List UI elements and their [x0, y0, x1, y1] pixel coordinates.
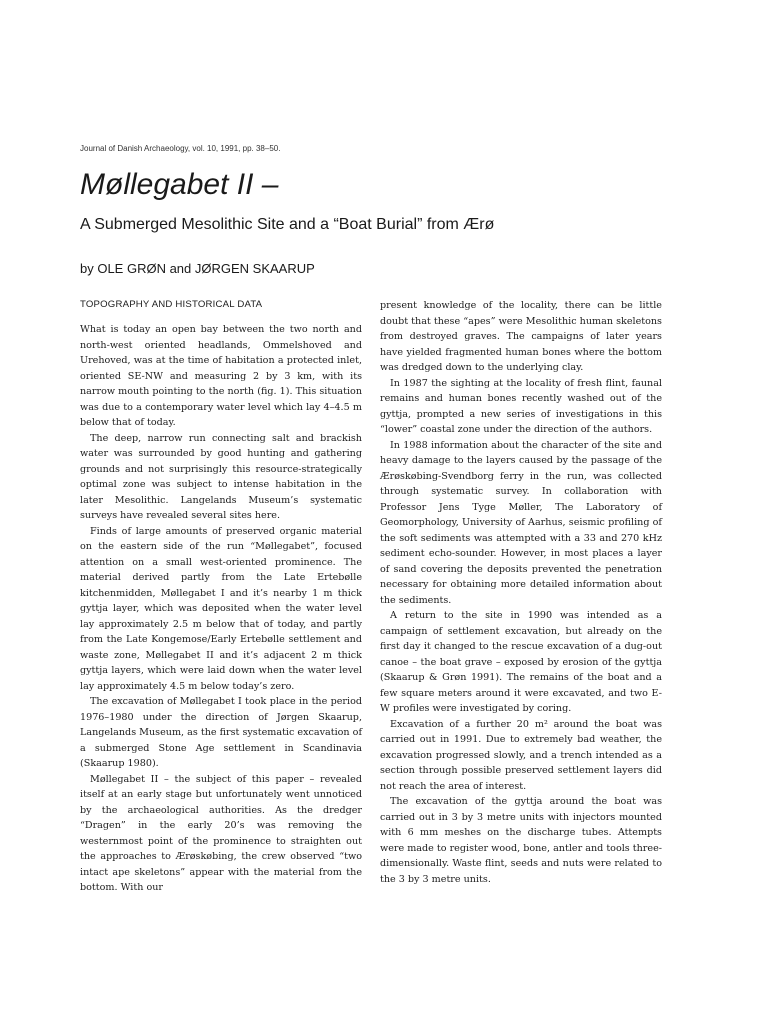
right-column — [380, 298, 662, 887]
left-column — [80, 298, 362, 896]
paragraph: What is today an open bay between the two north and north-west oriented headlands, Ommelshoved and Urehoved, was at the time of habitation a protected inlet, oriented SE-NW and measuring 2 by 3 km, with its narrow mouth pointing to the north (fig. 1). This situation was due to a contemporary water level which lay 4–4.5 m below that of today. — [80, 324, 362, 428]
article-subtitle: A Submerged Mesolithic Site and a “Boat Burial” from Ærø — [80, 216, 495, 233]
paragraph: Møllegabet II – the subject of this paper – revealed itself at an early stage but unfortunately went unnoticed by the archaeological authorities. As the dredger “Dragen” in the early 20’s was removing the westernmost point of the prominence to straighten out the approaches to Ærøskøbing, the crew observed “two intact ape skeletons” appear with the material from the bottom. With our — [80, 773, 362, 893]
paragraph: The excavation of the gyttja around the boat was carried out in 3 by 3 metre units with injectors mounted with 6 mm meshes on the discharge tubes. Attempts were made to register wood, bone, antler and tools three-dimensionally. Waste flint, seeds and nuts were related to the 3 by 3 metre units. — [380, 796, 662, 885]
paragraph: In 1988 information about the character of the site and heavy damage to the layers caused by the passage of the Ærøskøbing-Svendborg ferry in the run, was collected through systematic survey. In collaboration with Professor Jens Tyge Møller, The Laboratory of Geomorphology, University of Aarhus, seismic profiling of the soft sediments was attempted with a 33 and 270 kHz sediment echo-sounder. However, in most places a layer of sand covering the deposits prevented the penetration necessary for obtaining more detailed information about the sediments. — [380, 439, 662, 606]
paragraph: Excavation of a further 20 m² around the boat was carried out in 1991. Due to extremely bad weather, the excavation progressed slowly, and a trench intended as a section through possible preserved settlement layers did not reach the area of interest. — [380, 718, 662, 792]
paragraph: The excavation of Møllegabet I took place in the period 1976–1980 under the direction of Jørgen Skaarup, Langelands Museum, as the first systematic excavation of a submerged Stone Age settlement in Scandinavia (Skaarup 1980). — [80, 696, 362, 769]
article-title: Møllegabet II – — [80, 168, 279, 201]
author-line: by OLE GRØN and JØRGEN SKAARUP — [80, 261, 315, 276]
paragraph: The deep, narrow run connecting salt and brackish water was surrounded by good hunting and gathering grounds and not surprisingly this resource-strategically optimal zone was subject to intense habitation in the later Mesolithic. Langelands Museum’s systematic surveys have revealed several sites here. — [80, 432, 362, 521]
paragraph: In 1987 the sighting at the locality of fresh flint, faunal remains and human bones recently washed out of the gyttja, prompted a new series of investigations in this “lower” coastal zone under the direction of the authors. — [380, 377, 662, 435]
paragraph: A return to the site in 1990 was intended as a campaign of settlement excavation, but already on the first day it changed to the rescue excavation of a dug-out canoe – the boat grave – exposed by erosion of the gyttja (Skaarup & Grøn 1991). The remains of the boat and a few square meters around it were excavated, and two E-W profiles were investigated by coring. — [380, 610, 662, 714]
section-heading: TOPOGRAPHY AND HISTORICAL DATA — [80, 299, 263, 310]
paragraph: present knowledge of the locality, there can be little doubt that these “apes” were Mesolithic human skeletons from destroyed graves. The campaigns of later years have yielded fragmented human bones where the bottom was dredged down to the underlying clay. — [380, 300, 662, 373]
paragraph: Finds of large amounts of preserved organic material on the eastern side of the run “Møllegabet”, focused attention on a small west-oriented prominence. The material derived partly from the Late Ertebølle kitchenmidden, Møllegabet I and it’s nearby 1 m thick gyttja layer, which was deposited when the water level lay approximately 2.5 m below that of today, and partly from the Late Kongemose/Early Ertebølle settlement and waste zone, Møllegabet II and it’s adjacent 2 m thick gyttja layers, which were laid down when the water level lay approximately 4.5 m below today’s zero. — [80, 525, 362, 692]
journal-reference: Journal of Danish Archaeology, vol. 10, 1991, pp. 38–50. — [80, 144, 281, 153]
